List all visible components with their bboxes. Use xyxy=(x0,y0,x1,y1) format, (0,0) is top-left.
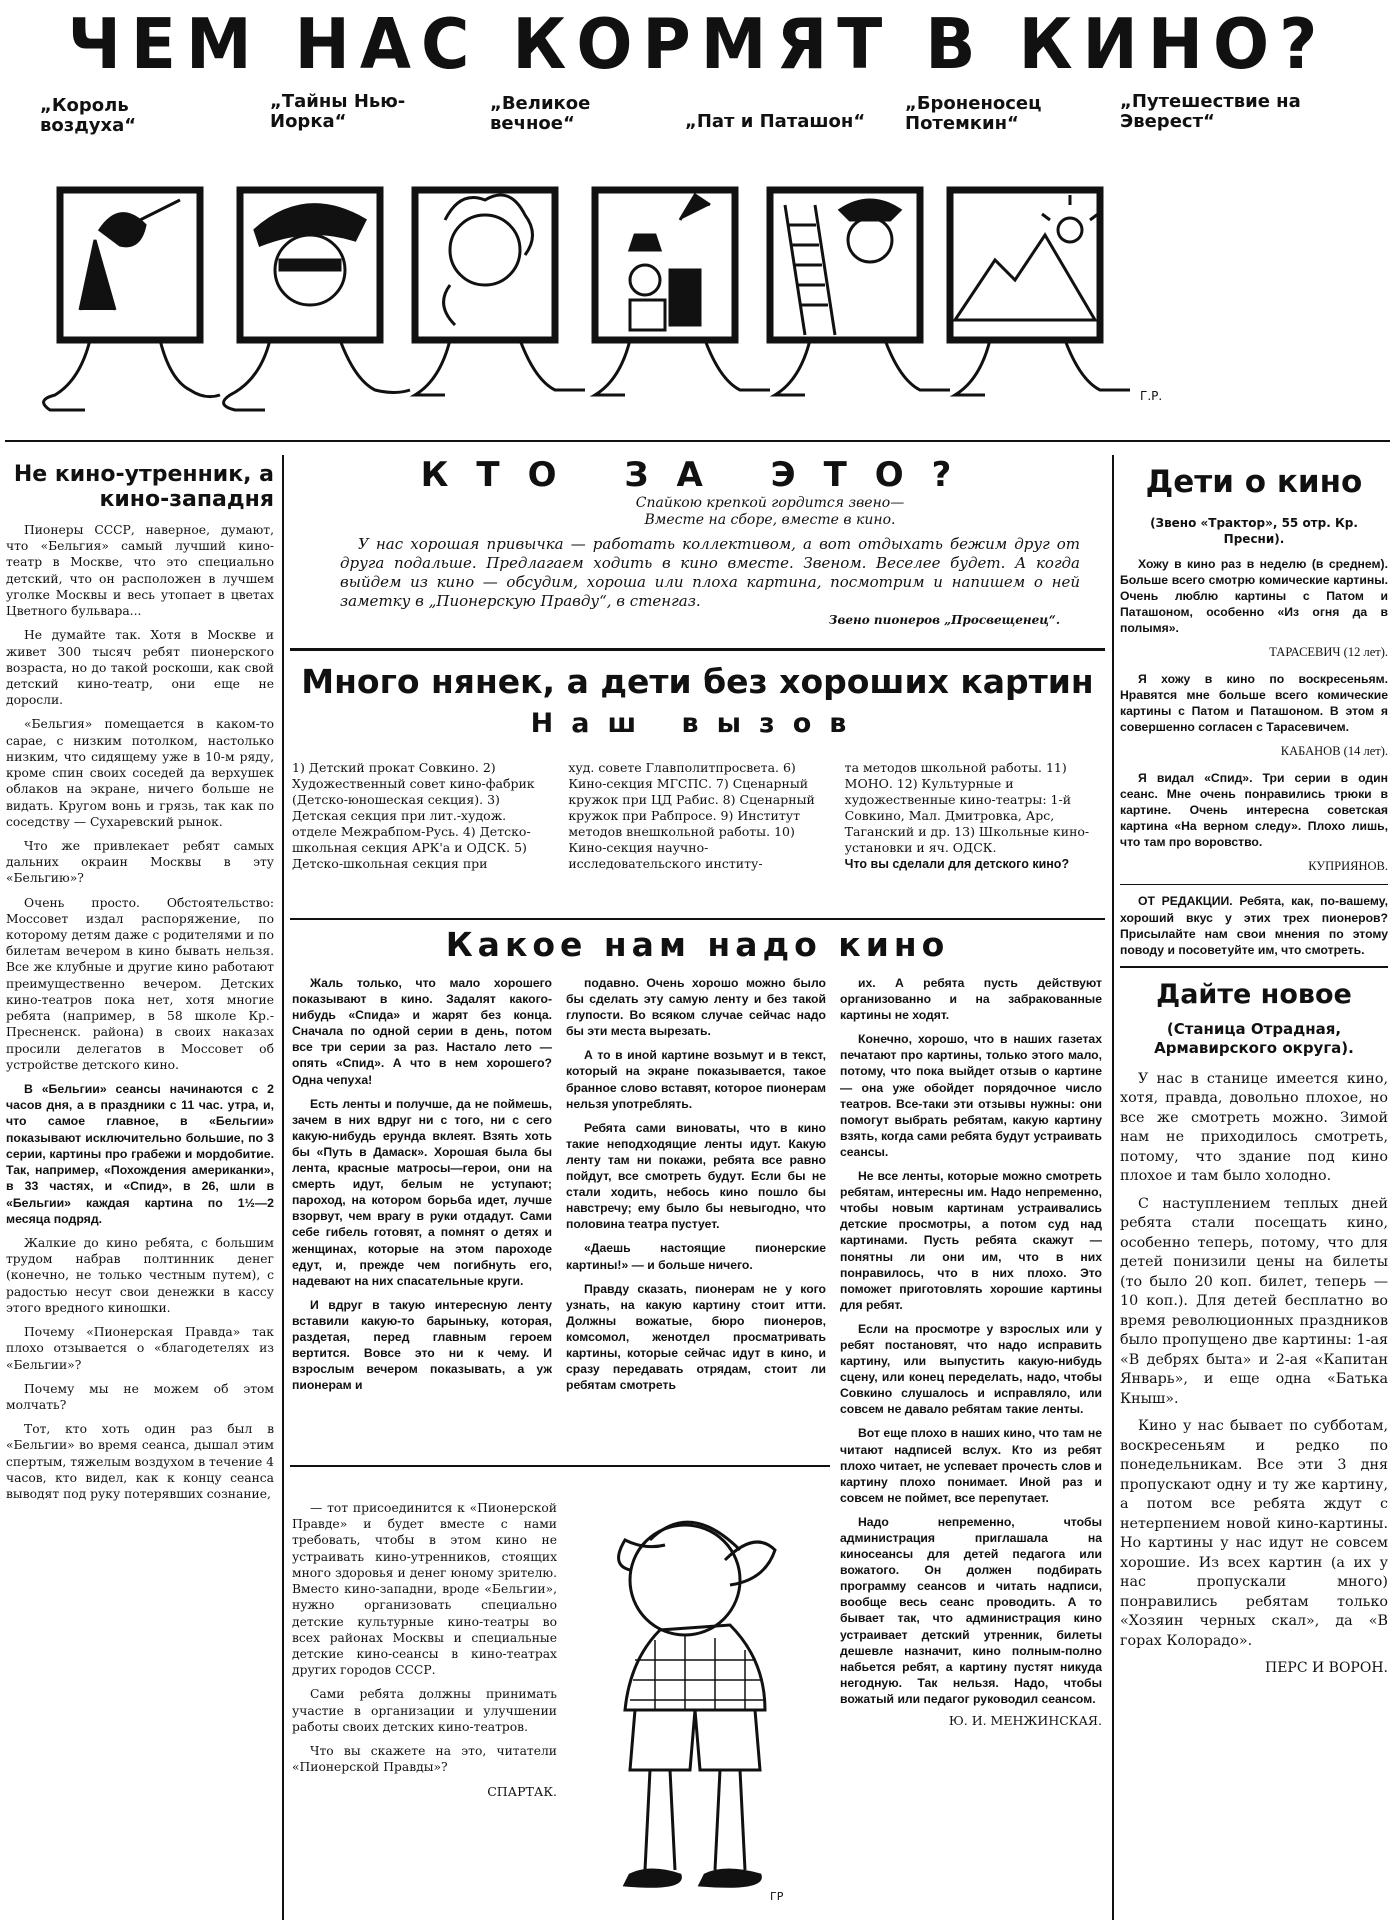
film-title: „Путешествие на Эверест“ xyxy=(1120,91,1301,132)
paragraph: Конечно, хорошо, что в наших газетах печатают про картины, только этого мало, потому, что пока выйдет отзыв о картине — она уже обойдет порядочное число театров. Все-таки эти отзывы нужны: они помогут выбрать ребятам, какую картину взять, когда сами ребята будут устраивать сеансы. xyxy=(840,1032,1102,1159)
divider xyxy=(290,648,1105,651)
paragraph: — тот присоединится к «Пионерской Правде» и будет вместе с нами требовать, чтобы в этом кино не устраивать кино-утренников, стоящих много здоровья и денег юному зрителю. Вместо кино-западни, вроде «Бельгии», нужно организовать специально детские культурные кино-театры во всех районах Москвы и специальные детские кино-сеансы в кино-театрах других городов СССР. xyxy=(292,1501,557,1678)
paragraph: их. А ребята пусть действуют организованно и на забракованные картины не ходят. xyxy=(840,976,1102,1023)
article-title: Много нянек, а дети без хороших картин xyxy=(301,662,1094,701)
epigraph xyxy=(440,495,1100,529)
paragraph: У нас хорошая привычка — работать коллективом, а вот отдыхать бежим друг от друга подальше. Предлагаем ходить в кино вместе. Звеном. Веселее будет. А когда выйдем из кино — обсудим, хороша или плоха картина, посмотрим и напишем о ней заметку в „Пионерскую Правду“, в стенгаз. xyxy=(340,535,1080,610)
kakoe-column-3 xyxy=(840,975,1102,1730)
signature: КУПРИЯНОВ. xyxy=(1308,858,1388,873)
masthead-title: ЧЕМ НАС КОРМЯТ В КИНО? xyxy=(67,4,1328,85)
article-belgium xyxy=(6,462,274,1510)
film-frame-king-of-air xyxy=(44,190,220,410)
film-title: „Броненосец Потемкин“ xyxy=(905,93,1042,134)
paragraph: У нас в станице имеется кино, хотя, правда, довольно плохое, но все же смотреть можно. Зимой нам не приходилось смотреть, потому, что здание под кино плохое и там было холодно. xyxy=(1120,1070,1388,1185)
walking-films-cartoon xyxy=(40,160,1350,430)
article-subtitle: Наш вызов xyxy=(530,708,865,739)
film-titles-row xyxy=(40,90,1360,150)
article-title: Дети о кино xyxy=(1145,464,1363,500)
divider xyxy=(282,455,284,1920)
signature: СПАРТАК. xyxy=(487,1783,557,1799)
signature: Звено пионеров „Просвещенец“. xyxy=(828,613,1060,627)
film-frame-battleship-potemkin xyxy=(770,190,950,395)
signature: Ю. И. МЕНЖИНСКАЯ. xyxy=(948,1713,1102,1729)
film-frame-pat-patashon xyxy=(595,190,770,395)
kakoe-column-2 xyxy=(566,975,826,1401)
paragraph: В «Бельгии» сеансы начинаются с 2 часов дня, а в праздники с 11 час. утра, и, что самое главное, в «Бельгии» показывают исключительно большие, по 3 серии, картины про грабежи и мордобитие. Так, например, «Похождения американки», в 33 частях, и «Спид», в 26, шли в «Бельгии» каждая картина по 1½—2 месяца подряд. xyxy=(6,1082,274,1226)
paragraph: Если на просмотре у взрослых или у ребят постановят, что надо исправить картину, или выпустить какую-нибудь сцену, или конец переделать, надо, чтобы Совкино слушалось и исправляло, или совсем не давало ребятам такие ленты. xyxy=(840,1321,1102,1417)
article-title: Не кино-утренник, а кино-западня xyxy=(13,462,274,512)
film-frame-new-york-secrets xyxy=(224,190,410,410)
film-title: „Великое вечное“ xyxy=(490,93,591,134)
paragraph: «Бельгия» помещается в каком-то сарае, с низким потолком, настолько низким, что сидящему уже в 10-м ряду, кроме спин своих соседей да верхушек облаков на экране, ничего больше не видать. Кругом вонь и грязь, так как по соседству — Сухаревский рынок. xyxy=(6,717,274,829)
divider xyxy=(1112,455,1114,1920)
paragraph: Почему «Пионерская Правда» так плохо отзывается о «благодетелях из «Бельгии»? xyxy=(6,1325,274,1372)
cartoon-signature: Г.Р. xyxy=(1140,389,1163,403)
boy-looking-illustration xyxy=(575,1480,830,1915)
paragraph: Жалкие до кино ребята, с большим трудом набрав полтинник денег (конечно, не только честным путем), с радостью несут свои денежки в кассу этого вредного киношки. xyxy=(6,1235,274,1315)
article-deti-o-kino xyxy=(1120,462,1388,1678)
paragraph: Сами ребята должны принимать участие в организации и улучшении работы своих детских кино-театров. xyxy=(292,1687,557,1734)
paragraph: И вдруг в такую интересную ленту вставили какую-то барыньку, которая, раздетая, перед главным героем вертится. Вовсе это ни к чему. И взрослым вечером показывать, а уж пионерам и xyxy=(292,1297,552,1393)
vyzov-list xyxy=(292,760,1107,872)
paragraph: Я видал «Спид». Три серии в один сеанс. Мне очень понравились трюки в картине. Очень интересна советская картина «На верном следу». Плохо лишь, что там про воровство. xyxy=(1120,770,1388,849)
epigraph-line: Вместе на сборе, вместе в кино. xyxy=(644,512,896,528)
divider xyxy=(5,440,1390,442)
article-spartak xyxy=(292,1500,557,1800)
vyzov-column xyxy=(845,760,1107,872)
paragraph: Пионеры СССР, наверное, думают, что «Бельгия» самый лучший кино-театр в Москве, что это специально детский, что он расположен в лучшем уголке Москвы и весь утопает в цветах Цветного бульвара... xyxy=(6,523,274,619)
signature: КАБАНОВ (14 лет). xyxy=(1280,744,1388,758)
boy-illustration-signature: ГР xyxy=(770,1890,784,1903)
paragraph: Вот еще плохо в наших кино, что там не читают надписей вслух. Кто из ребят плохо читает, не успевает прочесть слов и картину плохо понимает. Иной раз и совсем не поймет, все перепутает. xyxy=(840,1426,1102,1505)
paragraph: Что же привлекает ребят самых дальних окраин Москвы в эту «Бельгию»? xyxy=(6,838,274,886)
article-title: Дайте новое xyxy=(1156,978,1352,1010)
divider xyxy=(290,918,1105,920)
film-frame-everest-journey xyxy=(950,190,1130,395)
article-source: (Станица Отрадная, Армавирского округа). xyxy=(1154,1019,1354,1057)
film-title: „Тайны Нью-Иорка“ xyxy=(270,91,406,132)
signature: ПЕРС И ВОРОН. xyxy=(1265,1660,1388,1677)
vyzov-question: Что вы сделали для детского кино? xyxy=(844,857,1070,871)
paragraph: Тот, кто хоть один раз был в «Бельгии» во время сеанса, дышал этим спертым, тяжелым воздухом в течение 4 часов, кто видел, как к концу сеанса выводят под руку потерявших сознание, xyxy=(6,1422,274,1502)
paragraph: Есть ленты и получше, да не поймешь, зачем в них вдруг ни с того, ни с сего какую-нибудь ерунда вклеят. Взять хоть бы «Путь в Дамаск». Хорошая была бы лента, красные матросы—герои, они на смерть идут, белым не уступают; пароход, на котором борьба идет, лучше взорвут, чем врагу в руки отдадут. Сами себе гибель готовят, а помнят о детях и женщинах, которые на этом пароходе едут, и, прежде чем погибнуть его, надевают на них спасательные круги. xyxy=(292,1096,552,1288)
paragraph: А то в иной картине возьмут и в текст, который на экране показывается, такое бранное слово вставят, которое пионерам нельзя употреблять. xyxy=(566,1048,826,1111)
vyzov-text: та методов школьной работы. 11) МОНО. 12) Культурные и художественные кино-театры: 1-й Совкино, Мал. Дмитровка, Арс, Таганский и др. 13) Школьные кино-установки и яч. ОДСК. xyxy=(844,760,1090,855)
film-frame-great-eternal xyxy=(415,190,585,395)
paragraph: Надо непременно, чтобы администрация приглашала на киносеансы для детей педагога или вожатого. Он должен подбирать программу сеансов и читать надписи, вообще весь сеанс проводить. А то бывает так, что администрация кино устраивает детский утренник, билеты дешевле назначит, кино полным-полно набьется ребят, а картину пустят никуда негодную. Так нельзя. Надо, чтобы вожатый или педагог руководил сеансом. xyxy=(840,1514,1102,1706)
paragraph: Я хожу в кино по воскресеньям. Нравятся мне больше всего комические картины с Патом и Паташоном. В этом я совершенно согласен с Тарасевичем. xyxy=(1120,671,1388,734)
kakoe-column-1 xyxy=(292,975,552,1401)
paragraph: Правду сказать, пионерам не у кого узнать, на какую картину стоит итти. Должны вожатые, бюро пионеров, комсомол, женотдел просматривать картины, которые сейчас идут в кино, и сразу передавать отрядам, стоит ли ребятам смотреть xyxy=(566,1281,826,1393)
paragraph: Почему мы не можем об этом молчать? xyxy=(6,1381,274,1412)
paragraph: Жаль только, что мало хорошего показывают в кино. Задалят какого-нибудь «Спида» и жарят без конца. Сначала по одной серии в день, потом все три серии за раз. Настало лето — опять «Спид». А что в нем хорошего? Одна чепуха! xyxy=(292,976,552,1087)
paragraph: Не думайте так. Хотя в Москве и живет 300 тысяч ребят пионерского возраста, но до такой роскоши, как свой детский кино-театр, они еще не доросли. xyxy=(6,628,274,708)
epigraph-line: Спайкою крепкой гордится звено— xyxy=(635,495,905,511)
vyzov-column: 1) Детский прокат Совкино. 2) Художественный совет кино-фабрик (Детско-юношеская секция). 3) Детская секция при лит.-худож. отделе Межрабпом-Русь. 4) Детско-школьная секция АРК'а и ОДСК. 5) Детско-школьная секция при xyxy=(292,760,535,871)
paragraph: Хожу в кино раз в неделю (в среднем). Больше всего смотрю комические картины. Очень люблю картины с Патом и Паташоном, особенно «Из огня да в полымя». xyxy=(1120,556,1388,636)
film-title: „Король воздуха“ xyxy=(40,95,137,136)
paragraph: Не все ленты, которые можно смотреть ребятам, интересны им. Надо непременно, чтобы новым картинам устраивались детские просмотры, а потом суд над картинами. Пусть ребята скажут — понятны ли они им, что в них понравилось, что в них плохо. Это поможет приготовлять хорошие картины для ребят. xyxy=(840,1169,1102,1312)
paragraph: Кино у нас бывает по субботам, воскресеньям и редко по понедельникам. Все эти 3 дня пропускают одну и ту же картину, а потом все ребята ждут с нетерпением новой кино-картины. Но картины у нас идут не совсем хорошие. Из всех картин (а их у нас пропускали много) понравились ребятам только «Хозяин черных скал», да «В горах Колорадо». xyxy=(1120,1418,1388,1649)
paragraph: «Даешь настоящие пионерские картины!» — и больше ничего. xyxy=(566,1241,826,1272)
film-title: „Пат и Паташон“ xyxy=(685,111,866,132)
article-title: КТО ЗА ЭТО? xyxy=(420,455,980,495)
paragraph: Что вы скажете на это, читатели «Пионерской Правды»? xyxy=(292,1744,557,1775)
paragraph: Очень просто. Обстоятельство: Моссовет издал распоряжение, по которому детям даже с родителями и по билетам вечером в кино бывать нельзя. Все же клубные и другие кино работают преимущественно вечером. Детских кино-театров пока нет, хотя многие ребята (например, в 58 школе Кр.-Пресненск. района) в своих наказах просили делегатов в Моссовет об устройстве детского кино. xyxy=(6,895,274,1072)
divider xyxy=(290,1465,830,1467)
signature: ТАРАСЕВИЧ (12 лет). xyxy=(1269,645,1388,660)
article-title: Какое нам надо кино xyxy=(445,925,950,964)
paragraph: Ребята сами виноваты, что в кино такие неподходящие ленты идут. Какую ленту там ни покажи, ребята все равно пойдут, все смотреть будут. Если бы не стали ходить, небось кино пошло бы навстречу; ему было бы невыгодно, что половина театра пустует. xyxy=(566,1120,826,1232)
paragraph: С наступлением теплых дней ребята стали посещать кино, особенно теперь, потому, что для детей понизили цены на билеты (то было 20 коп. билет, теперь — 10 коп.). Для детей бесплатно во время революционных праздников было пропущено две картины: 1-ая «В дебрях быта» и 2-ая «Капитан Январь», и еще одна «Батька Кныш». xyxy=(1120,1195,1388,1407)
vyzov-column: худ. совете Главполитпросвета. 6) Кино-секция МГСПС. 7) Сценарный кружок при ЦД Рабис. 8) Сценарный кружок при Рабпросе. 9) Институт методов внешкольной работы. 10) Кино-секция научно-исследовательского институ- xyxy=(568,760,815,871)
paragraph: подавно. Очень хорошо можно было бы сделать эту самую ленту и без такой глупости. Во всяком случае сейчас надо бы эти места вырезать. xyxy=(566,976,826,1039)
article-source: (Звено «Трактор», 55 отр. Кр. Пресни). xyxy=(1150,516,1358,546)
article-kto-za-eto xyxy=(300,455,1100,629)
editorial-note: ОТ РЕДАКЦИИ. Ребята, как, по-вашему, хороший вкус у этих трех пионеров? Присылайте нам свои мнения по этому поводу и посоветуйте им, что смотреть. xyxy=(1120,894,1388,957)
